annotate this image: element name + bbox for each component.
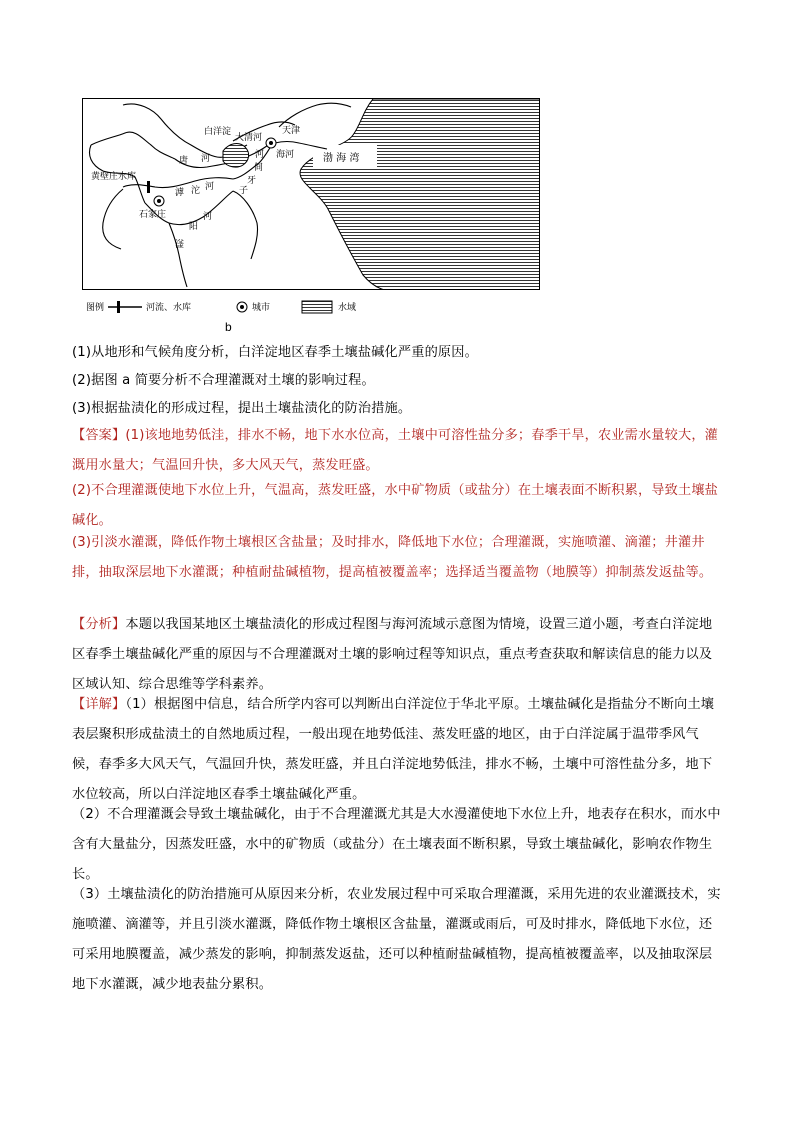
label-ziya-zi: 子	[239, 186, 249, 196]
legend-river-label: 河流、水库	[146, 303, 192, 313]
detail-1: 【详解】（1）根据图中信息，结合所学内容可以判断出白洋淀位于华北平原。土壤盐碱化是指盐分不断向土壤表层聚积形成盐渍土的自然地质过程，一般出现在地势低洼、蒸发旺盛的地区，由于白洋淀属于温带季风气候，春季多大风天气，气温回升快，蒸发旺盛，并且白洋淀地势低洼，排水不畅，土壤中可溶性盐分多，地下水位较高，所以白洋淀地区春季土壤盐碱化严重。	[72, 697, 715, 802]
label-fuyang-yang: 阳	[189, 222, 199, 232]
figure-label: b	[225, 320, 232, 334]
label-he-v1: 河	[255, 150, 265, 160]
label-tianjin: 天津	[282, 126, 301, 136]
legend-city-label: 城市	[252, 303, 271, 313]
label-fuyang-he: 河	[203, 212, 213, 222]
city-tianjin	[266, 138, 276, 148]
river-upper-left	[91, 132, 175, 159]
analysis-tag: 【分析】	[72, 617, 126, 632]
label-hutuo-he: 河	[205, 182, 215, 192]
detail-tag: 【详解】	[72, 697, 126, 712]
question-1: (1)从地形和气候角度分析，白洋淀地区春季土壤盐碱化严重的原因。	[72, 345, 478, 360]
bohai-water	[300, 99, 540, 290]
label-haihe: 海河	[276, 150, 295, 160]
label-fuyang-fu: 滏	[175, 240, 185, 250]
analysis: 【分析】本题以我国某地区土壤盐渍化的形成过程图与海河流域示意图为情境，设置三道小题，考查白洋淀地区春季土壤盐碱化严重的原因与不合理灌溉对土壤的影响过程等知识点，重点考查获取和解读信息的能力以及区域认知、综合思维等学科素养。	[72, 617, 713, 692]
legend-water-icon	[302, 301, 332, 313]
label-hutuo-hu: 滹	[175, 188, 185, 198]
river-lower	[169, 223, 187, 287]
label-shijiazhuang: 石家庄	[139, 210, 167, 220]
label-huangbizhuang: 黄壁庄水库	[91, 172, 137, 182]
answer-1: 【答案】(1)该地地势低洼，排水不畅，地下水水位高，土壤中可溶性盐分多；春季干旱，农业需水量较大，灌溉用水量大；气温回升快，多大风天气，蒸发旺盛。	[72, 428, 718, 473]
label-daqinghe: 大清河	[235, 133, 263, 143]
river-hutuo	[123, 178, 233, 188]
answer-tag: 【答案】	[72, 428, 126, 443]
question-2: (2)据图 a 简要分析不合理灌溉对土壤的影响过程。	[72, 373, 375, 388]
legend-river-icon	[108, 301, 142, 313]
label-baiyangdian: 白洋淀	[204, 127, 232, 137]
label-tang: 唐	[179, 156, 189, 166]
map-svg	[83, 99, 540, 290]
city-shijiazhuang	[154, 196, 164, 206]
label-ziya-ya: 牙	[247, 176, 257, 186]
detail-3: （3）土壤盐渍化的防治措施可从原因来分析，农业发展过程中可采取合理灌溉，采用先进的农业灌溉技术，实施喷灌、滴灌等，并且引淡水灌溉，降低作物土壤根区含盐量，灌溉或雨后，可及时排水，降低地下水位，还可采用地膜覆盖，减少蒸发的影响，抑制蒸发返盐，还可以种植耐盐碱植物，提高植被覆盖率，以及抽取深层地下水灌溉，减少地表盐分累积。	[72, 887, 721, 992]
river-lower-left	[103, 189, 123, 249]
label-he-v2: 间	[254, 163, 264, 173]
question-3: (3)根据盐渍化的形成过程，提出土壤盐渍化的防治措施。	[72, 401, 412, 416]
haihe-basin-map	[82, 98, 540, 290]
baiyangdian-lake	[223, 144, 249, 168]
answer-3: (3)引淡水灌溉，降低作物土壤根区含盐量；及时排水，降低地下水位；合理灌溉，实施喷灌、滴灌；井灌井排，抽取深层地下水灌溉；种植耐盐碱植物，提高植被覆盖率；选择适当覆盖物（地膜等）抑制蒸发返盐等。	[72, 535, 713, 580]
bohai-label: 渤 海 湾	[323, 153, 360, 164]
detail-2: （2）不合理灌溉会导致土壤盐碱化，由于不合理灌溉尤其是大水漫灌使地下水位上升，地表存在积水，而水中含有大量盐分，因蒸发旺盛，水中的矿物质（或盐分）在土壤表面不断积累，导致土壤盐碱化，影响农作物生长。	[72, 807, 721, 882]
answer-2: (2)不合理灌溉使地下水位上升，气温高，蒸发旺盛，水中矿物质（或盐分）在土壤表面不断积累，导致土壤盐碱化。	[72, 483, 718, 528]
label-he1: 河	[201, 154, 211, 164]
river-lower-2	[233, 191, 258, 259]
legend-water-label: 水域	[338, 303, 357, 313]
legend-title: 图例	[86, 303, 105, 313]
map-legend	[84, 297, 544, 317]
label-hutuo-tuo: 沱	[191, 186, 201, 196]
legend-city-icon	[237, 302, 247, 312]
huangbizhuang-reservoir	[147, 181, 150, 193]
